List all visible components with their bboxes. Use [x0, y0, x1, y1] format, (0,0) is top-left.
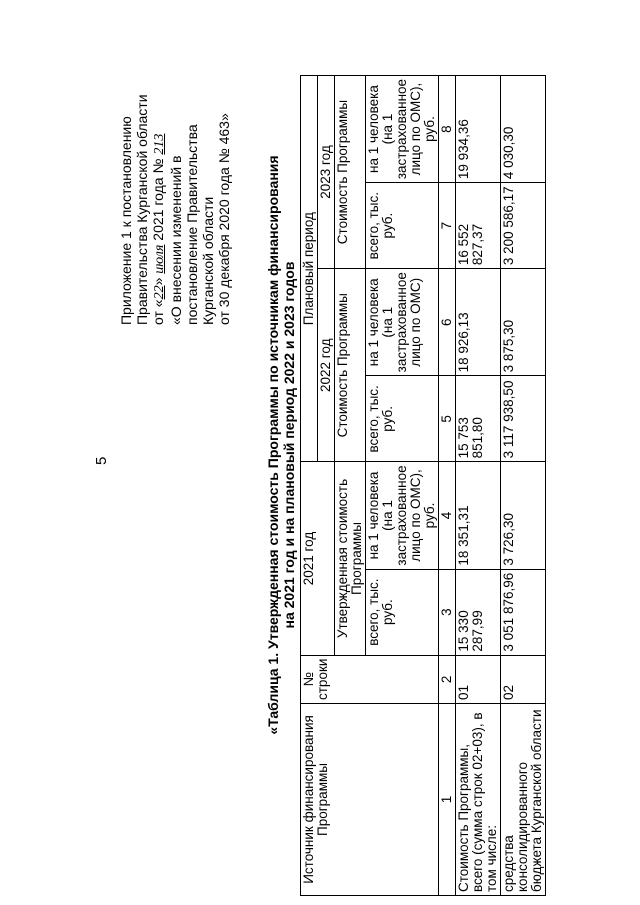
appendix-line: Курганской области	[200, 196, 216, 325]
appendix-line: «О внесении изменений в	[168, 155, 184, 325]
value-2022-total: 15 753 851,80	[456, 376, 501, 462]
value-2023-total: 3 200 586,17	[501, 183, 546, 269]
header-planned-period: Плановый период	[301, 75, 318, 461]
header-2023: 2023 год	[318, 75, 335, 268]
header-2021: 2021 год	[301, 462, 335, 655]
header-per-person-2022: на 1 человека (на 1 застрахованное лицо по ОМС)	[366, 269, 439, 376]
appendix-line: постановление Правительства	[184, 124, 200, 325]
row-name: средства консолидированного бюджета Курганской области	[501, 704, 546, 896]
appendix-date-line	[150, 94, 168, 325]
date-year: 2021 года №	[150, 154, 166, 245]
header-cost-2022: Стоимость Программы	[335, 269, 366, 462]
col-number: 5	[439, 376, 456, 462]
value-2021-per-person: 3 726,30	[501, 462, 546, 569]
title-line: «Таблица 1. Утвержденная стоимость Программы по источникам финансирования	[265, 155, 281, 735]
col-number: 6	[439, 269, 456, 376]
header-per-person-2021: на 1 человека (на 1 застрахованное лицо по ОМС), руб.	[366, 462, 439, 569]
table-row	[456, 75, 501, 895]
handwritten-day: 22	[152, 285, 167, 300]
page-number: 5	[93, 456, 110, 465]
header-cost-2023: Стоимость Программы	[335, 75, 366, 268]
value-2022-total: 3 117 938,50	[501, 376, 546, 462]
value-2021-total: 15 330 287,99	[456, 569, 501, 655]
header-row-num: № строки	[301, 655, 439, 703]
row-num: 01	[456, 655, 501, 703]
value-2022-per-person: 3 875,30	[501, 269, 546, 376]
value-2022-per-person: 18 926,13	[456, 269, 501, 376]
value-2021-total: 3 051 876,96	[501, 569, 546, 655]
table-row	[501, 75, 546, 895]
row-name: Стоимость Программы, всего (сумма строк 02+03), в том числе:	[456, 704, 501, 896]
header-per-person-2023: на 1 человека (на 1 застрахованное лицо по ОМС), руб.	[366, 75, 439, 182]
handwritten-number: 213	[152, 133, 167, 155]
col-number: 1	[439, 704, 456, 896]
appendix-line: от 30 декабря 2020 года № 463»	[216, 113, 232, 325]
value-2021-per-person: 18 351,31	[456, 462, 501, 569]
column-number-row	[439, 75, 456, 895]
appendix-line: Приложение 1 к постановлению	[118, 116, 134, 325]
row-num: 02	[501, 655, 546, 703]
header-total-2021: всего, тыс. руб.	[366, 569, 439, 655]
col-number: 3	[439, 569, 456, 655]
header-approved-cost: Утвержденная стоимость Программы	[335, 462, 366, 655]
value-2023-total: 16 552 827,37	[456, 183, 501, 269]
value-2023-per-person: 19 934,36	[456, 75, 501, 182]
header-2022: 2022 год	[318, 269, 335, 462]
appendix-line: Правительства Курганской области	[134, 94, 150, 325]
header-total-2022: всего, тыс. руб.	[366, 376, 439, 462]
header-total-2023: всего, тыс. руб.	[366, 183, 439, 269]
header-source: Источник финансирования Программы	[301, 704, 439, 896]
table-title	[265, 135, 297, 755]
col-number: 7	[439, 183, 456, 269]
appendix-block	[118, 94, 232, 325]
financing-table	[300, 75, 546, 896]
col-number: 8	[439, 75, 456, 182]
title-line: на 2021 год и на плановый период 2022 и 2023 годов	[281, 261, 297, 629]
col-number: 4	[439, 462, 456, 569]
col-number: 2	[439, 655, 456, 703]
value-2023-per-person: 4 030,30	[501, 75, 546, 182]
date-prefix: от «	[150, 299, 166, 325]
handwritten-month: июля	[152, 244, 167, 274]
date-mid: »	[150, 273, 166, 286]
